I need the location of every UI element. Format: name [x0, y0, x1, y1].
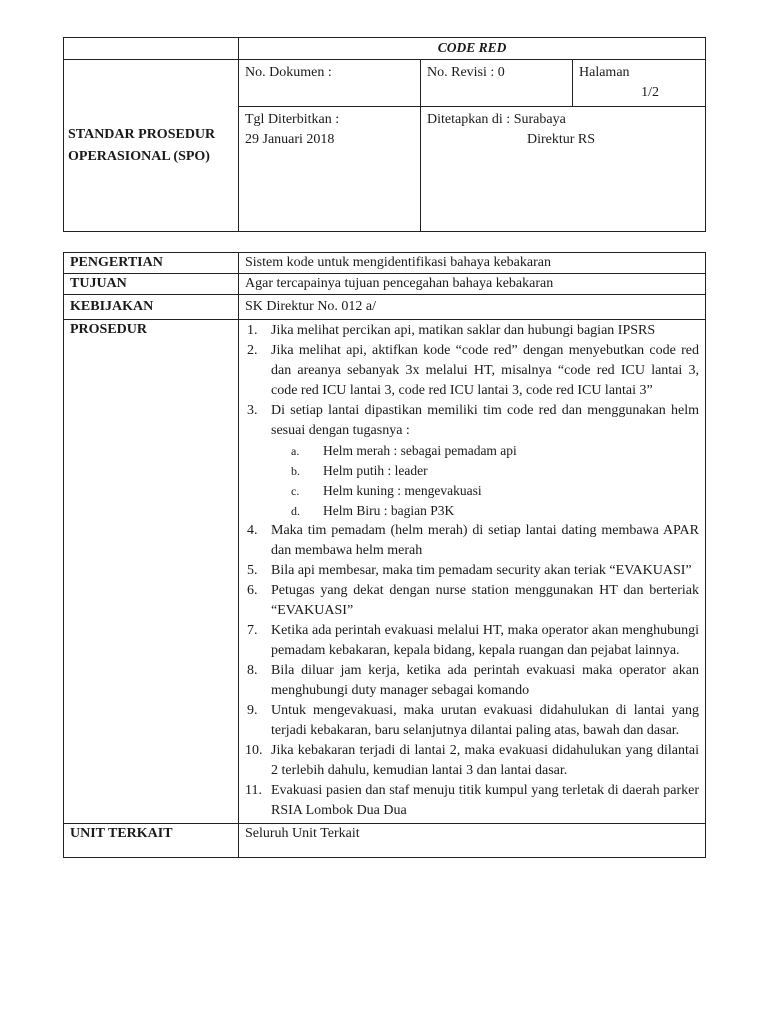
- tgl-diterbitkan-label: Tgl Diterbitkan :: [245, 112, 340, 127]
- halaman-value: 1/2: [641, 85, 660, 100]
- list-item: 8. Bila diluar jam kerja, ketika ada perintah evakuasi maka operator akan menghubungi duty manager sebagai komando: [247, 663, 699, 698]
- pengertian-label: PENGERTIAN: [64, 253, 239, 274]
- procedure-table: [63, 252, 706, 858]
- kebijakan-label: KEBIJAKAN: [64, 295, 239, 320]
- unit-terkait-value: Seluruh Unit Terkait: [239, 824, 706, 858]
- no-dokumen-cell: [239, 60, 421, 107]
- list-item: a. Helm merah : sebagai pemadam api: [291, 443, 517, 458]
- list-item: b. Helm putih : leader: [291, 463, 428, 478]
- header-empty-cell: [64, 38, 239, 60]
- list-item: 4. Maka tim pemadam (helm merah) di setiap lantai dating membawa APAR dan membawa helm merah: [247, 523, 699, 558]
- list-item: 7. Ketika ada perintah evakuasi melalui HT, maka operator akan menghubungi pemadam kebakaran, kepala bidang, kepala ruangan dan pejabat lainnya.: [247, 623, 699, 658]
- tujuan-label: TUJUAN: [64, 274, 239, 295]
- halaman-cell: [573, 60, 706, 107]
- document-header-table: [63, 37, 706, 232]
- prosedur-list: [245, 321, 699, 821]
- spo-label-line2: OPERASIONAL (SPO): [68, 148, 210, 164]
- spo-label-cell: [64, 60, 239, 232]
- unit-terkait-label: UNIT TERKAIT: [64, 824, 239, 858]
- list-item: 2. Jika melihat api, aktifkan kode “code red” dengan menyebutkan code red dan areanya sebanyak 3x melalui HT, misalnya “code red ICU lantai 3, code red ICU lantai 3, code red ICU lantai 3, code red ICU lantai 3”: [247, 343, 699, 398]
- list-item: 3. Di setiap lantai dipastikan memiliki tim code red dan menggunakan helm sesuai dengan tugasnya : a. Helm merah : sebagai pemadam api b. Helm putih : leader c. Helm kuning : mengevakuasi d. Helm Biru : bagian P3K: [245, 401, 699, 521]
- list-item: 11. Evakuasi pasien dan staf menuju titik kumpul yang terletak di daerah parker RSIA Lombok Dua Dua: [245, 783, 699, 818]
- list-item: d. Helm Biru : bagian P3K: [291, 503, 455, 518]
- direktur-label: Direktur RS: [527, 132, 596, 147]
- list-item: 5. Bila api membesar, maka tim pemadam security akan teriak “EVAKUASI”: [247, 563, 692, 578]
- prosedur-label: PROSEDUR: [64, 320, 239, 824]
- pengertian-value: Sistem kode untuk mengidentifikasi bahaya kebakaran: [239, 253, 706, 274]
- document-title: CODE RED: [239, 38, 706, 60]
- no-dokumen-label: No. Dokumen :: [245, 65, 332, 80]
- tgl-diterbitkan-cell: [239, 107, 421, 232]
- spo-label-line1: STANDAR PROSEDUR: [68, 126, 216, 142]
- ditetapkan-label: Ditetapkan di : Surabaya: [427, 112, 566, 127]
- tgl-diterbitkan-value: 29 Januari 2018: [245, 132, 335, 147]
- list-item: 10. Jika kebakaran terjadi di lantai 2, maka evakuasi didahulukan yang dilantai 2 terlebih dahulu, kemudian lantai 3 dan lantai dasar.: [245, 743, 699, 778]
- tujuan-value: Agar tercapainya tujuan pencegahan bahaya kebakaran: [239, 274, 706, 295]
- list-item: 1. Jika melihat percikan api, matikan saklar dan hubungi bagian IPSRS: [247, 323, 656, 338]
- list-item: 9. Untuk mengevakuasi, maka urutan evakuasi didahulukan di lantai yang terjadi kebakaran, baru selanjutnya dilantai paling atas, bawah dan dasar.: [247, 703, 699, 738]
- no-revisi-label: No. Revisi : 0: [427, 65, 505, 80]
- halaman-label: Halaman: [579, 65, 630, 80]
- prosedur-cell: [239, 320, 706, 824]
- list-item: c. Helm kuning : mengevakuasi: [291, 483, 482, 498]
- helm-list: [271, 441, 699, 521]
- kebijakan-value: SK Direktur No. 012 a/: [239, 295, 706, 320]
- no-revisi-cell: [421, 60, 573, 107]
- ditetapkan-cell: [421, 107, 706, 232]
- list-item: 6. Petugas yang dekat dengan nurse station menggunakan HT dan berteriak “EVAKUASI”: [247, 583, 699, 618]
